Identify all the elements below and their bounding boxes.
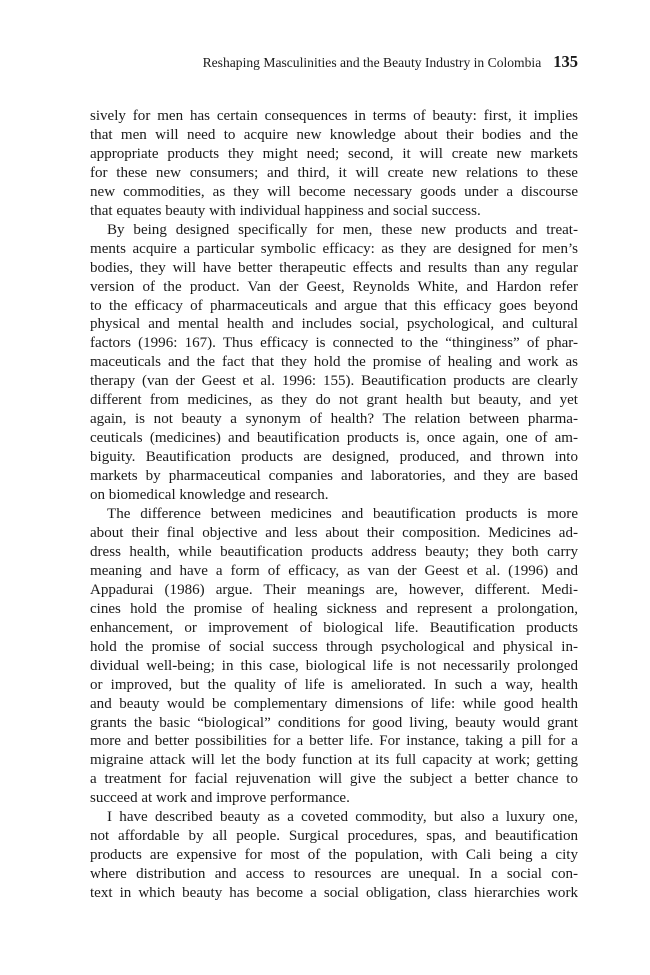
body-text [90,107,578,903]
text-line: about their final objective and less about their composition. Medicines ad- [90,524,578,541]
text-line: that equates beauty with individual happiness and social success. [90,202,481,219]
text-line: grants the basic “biological” conditions for good living, beauty would grant [90,714,578,731]
text-line: markets by pharmaceutical companies and laboratories, and they are based [90,468,578,485]
text-line: enhancement, or improvement of biological life. Beautification products [90,619,578,636]
paragraph [90,107,578,221]
text-line: different from medicines, as they do not grant health but beauty, and yet [90,392,578,409]
text-line: more and better possibilities for a better life. For instance, taking a pill for a [90,733,578,750]
paragraph [90,505,578,808]
text-line: The difference between medicines and beautification products is more [107,506,578,523]
text-line: biguity. Beautification products are designed, produced, and thrown into [90,449,578,466]
paragraph [90,808,578,903]
text-line: I have described beauty as a coveted commodity, but also a luxury one, [107,809,578,826]
text-line: factors (1996: 167). Thus efficacy is connected to the “thinginess” of phar- [90,335,578,352]
text-line: succeed at work and improve performance. [90,790,350,807]
text-line: dividual well-being; in this case, biological life is not necessarily prolonged [90,657,578,674]
text-line: a treatment for facial rejuvenation will give the subject a better chance to [90,771,578,788]
text-line: new commodities, as they will become necessary goods under a discourse [90,183,578,200]
text-line: appropriate products they might need; second, it will create new markets [90,145,578,162]
text-line: or improved, but the quality of life is ameliorated. In such a way, health [90,676,578,693]
running-title: Reshaping Masculinities and the Beauty Industry in Colombia [202,55,542,70]
text-line: therapy (van der Geest et al. 1996: 155). Beautification products are clearly [90,373,578,390]
text-line: on biomedical knowledge and research. [90,487,329,504]
text-line: maceuticals and the fact that they hold the promise of healing and work as [90,354,578,371]
text-line: By being designed specifically for men, these new products and treat- [107,221,578,238]
text-line: products are expensive for most of the population, with Cali being a city [90,847,578,864]
text-line: hold the promise of social success through psychological and physical in- [90,638,578,655]
text-line: Appadurai (1986) argue. Their meanings are, however, different. Medi- [90,581,578,598]
text-line: where distribution and access to resources are unequal. In a social con- [90,866,578,883]
running-head [90,52,578,72]
text-line: dress health, while beautification products address beauty; they both carry [90,543,578,560]
text-line: and beauty would be complementary dimensions of life: while good health [90,695,578,712]
text-line: physical and mental health and includes social, psychological, and cultural [90,316,578,333]
text-line: cines hold the promise of healing sickness and represent a prolongation, [90,600,578,617]
text-line: meaning and have a form of efficacy, as van der Geest et al. (1996) and [90,562,578,579]
text-line: to the efficacy of pharmaceuticals and argue that this efficacy goes beyond [90,297,578,314]
paragraph [90,221,578,505]
text-line: bodies, they will have better therapeutic effects and results than any regular [90,259,578,276]
text-line: that men will need to acquire new knowledge about their bodies and the [90,126,578,143]
text-line: not affordable by all people. Surgical procedures, spas, and beautification [90,828,578,845]
text-line: version of the product. Van der Geest, Reynolds White, and Hardon refer [90,278,578,295]
text-line: ceuticals (medicines) and beautification products is, once again, one of am- [90,430,578,447]
text-line: text in which beauty has become a social obligation, class hierarchies work [90,885,578,902]
text-line: again, is not beauty a synonym of health? The relation between pharma- [90,411,578,428]
text-line: ments acquire a particular symbolic efficacy: as they are designed for men’s [90,240,578,257]
text-line: for these new consumers; and third, it will create new relations to these [90,164,578,181]
page-number: 135 [553,52,578,71]
text-line: migraine attack will let the body function at its full capacity at work; getting [90,752,578,769]
text-line: sively for men has certain consequences in terms of beauty: first, it implies [90,108,578,124]
